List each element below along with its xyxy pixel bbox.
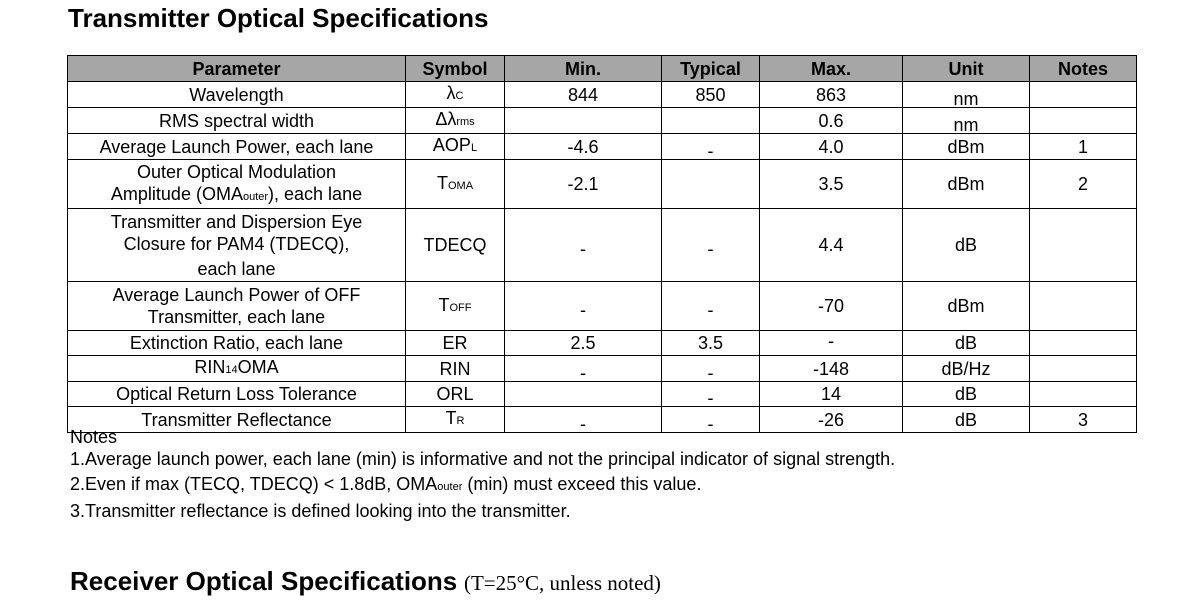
- cell-notes: [1030, 331, 1137, 356]
- cell-max: 4.0: [760, 134, 903, 160]
- cell-typical: 850: [662, 82, 760, 108]
- cell-min: -4.6: [505, 134, 662, 160]
- cell-unit: dBm: [903, 160, 1030, 209]
- cell-typical: -: [662, 356, 760, 382]
- table-row: [68, 134, 1137, 160]
- cell-symbol: RIN: [406, 356, 505, 382]
- cell-unit: dBm: [903, 134, 1030, 160]
- cell-min: -: [505, 282, 662, 331]
- header-min: Min.: [505, 56, 662, 82]
- note-2: 2.Even if max (TECQ, TDECQ) < 1.8dB, OMAouter (min) must exceed this value.: [70, 473, 702, 494]
- notes-heading: Notes: [70, 427, 118, 447]
- cell-unit: dB: [903, 209, 1030, 282]
- transmitter-spec-table: [67, 55, 1137, 433]
- cell-typical: -: [662, 407, 760, 433]
- cell-max: 3.5: [760, 160, 903, 209]
- table-row: [68, 331, 1137, 356]
- cell-max: -26: [760, 407, 903, 433]
- cell-notes: [1030, 108, 1137, 134]
- cell-notes: [1030, 382, 1137, 407]
- cell-max: 14: [760, 382, 903, 407]
- cell-max: 863: [760, 82, 903, 108]
- cell-unit: dBm: [903, 282, 1030, 331]
- cell-min: -: [505, 356, 662, 382]
- cell-min: -: [505, 209, 662, 282]
- cell-min: -2.1: [505, 160, 662, 209]
- cell-symbol: ER: [406, 331, 505, 356]
- cell-notes: 1: [1030, 134, 1137, 160]
- cell-typical: -: [662, 209, 760, 282]
- notes-section: [70, 427, 895, 524]
- table-row: [68, 160, 1137, 209]
- cell-unit: dB: [903, 382, 1030, 407]
- cell-symbol: Δλrms: [406, 108, 505, 134]
- cell-symbol: TR: [406, 407, 505, 433]
- page-title: Transmitter Optical Specifications: [68, 3, 489, 33]
- cell-max: -148: [760, 356, 903, 382]
- cell-parameter: Transmitter Reflectance: [68, 407, 406, 433]
- cell-unit: nm: [903, 108, 1030, 134]
- table-row: [68, 209, 1137, 282]
- cell-max: -: [760, 331, 903, 356]
- cell-unit: nm: [903, 82, 1030, 108]
- cell-notes: [1030, 356, 1137, 382]
- header-typical: Typical: [662, 56, 760, 82]
- cell-notes: 2: [1030, 160, 1137, 209]
- cell-parameter: RIN14OMA: [68, 356, 406, 382]
- header-symbol: Symbol: [406, 56, 505, 82]
- header-parameter: Parameter: [68, 56, 406, 82]
- cell-notes: 3: [1030, 407, 1137, 433]
- cell-min: [505, 382, 662, 407]
- note-1: 1.Average launch power, each lane (min) is informative and not the principal indicator of signal strength.: [70, 449, 896, 469]
- cell-max: 0.6: [760, 108, 903, 134]
- receiver-section-title: Receiver Optical Specifications (T=25°C, unless noted): [70, 566, 661, 596]
- cell-min: -: [505, 407, 662, 433]
- cell-parameter: Average Launch Power of OFF Transmitter, each lane: [68, 282, 406, 331]
- cell-unit: dB: [903, 407, 1030, 433]
- cell-typical: 3.5: [662, 331, 760, 356]
- cell-min: 2.5: [505, 331, 662, 356]
- header-notes: Notes: [1030, 56, 1137, 82]
- cell-unit: dB: [903, 331, 1030, 356]
- cell-parameter: Optical Return Loss Tolerance: [68, 382, 406, 407]
- cell-parameter: RMS spectral width: [68, 108, 406, 134]
- cell-symbol: ORL: [406, 382, 505, 407]
- cell-parameter: Outer Optical Modulation Amplitude (OMAouter), each lane: [68, 160, 406, 209]
- cell-notes: [1030, 282, 1137, 331]
- receiver-condition: (T=25°C, unless noted): [463, 571, 661, 595]
- cell-typical: [662, 160, 760, 209]
- cell-min: [505, 108, 662, 134]
- cell-typical: -: [662, 134, 760, 160]
- cell-typical: -: [662, 282, 760, 331]
- table-row: [68, 356, 1137, 382]
- cell-min: 844: [505, 82, 662, 108]
- cell-notes: [1030, 82, 1137, 108]
- cell-max: 4.4: [760, 209, 903, 282]
- cell-symbol: TOMA: [406, 160, 505, 209]
- table-header-row: [68, 56, 1137, 82]
- table-row: [68, 108, 1137, 134]
- cell-symbol: AOPL: [406, 134, 505, 160]
- table-row: [68, 82, 1137, 108]
- cell-symbol: λC: [406, 82, 505, 108]
- cell-parameter: Transmitter and Dispersion Eye Closure for PAM4 (TDECQ), each lane: [68, 209, 406, 282]
- cell-typical: [662, 108, 760, 134]
- cell-symbol: TDECQ: [406, 209, 505, 282]
- cell-typical: -: [662, 382, 760, 407]
- cell-notes: [1030, 209, 1137, 282]
- cell-symbol: TOFF: [406, 282, 505, 331]
- note-3: 3.Transmitter reflectance is defined looking into the transmitter.: [70, 501, 571, 521]
- cell-parameter: Extinction Ratio, each lane: [68, 331, 406, 356]
- cell-parameter: Average Launch Power, each lane: [68, 134, 406, 160]
- cell-unit: dB/Hz: [903, 356, 1030, 382]
- cell-max: -70: [760, 282, 903, 331]
- cell-parameter: Wavelength: [68, 82, 406, 108]
- header-max: Max.: [760, 56, 903, 82]
- table-row: [68, 282, 1137, 331]
- table-row: [68, 382, 1137, 407]
- header-unit: Unit: [903, 56, 1030, 82]
